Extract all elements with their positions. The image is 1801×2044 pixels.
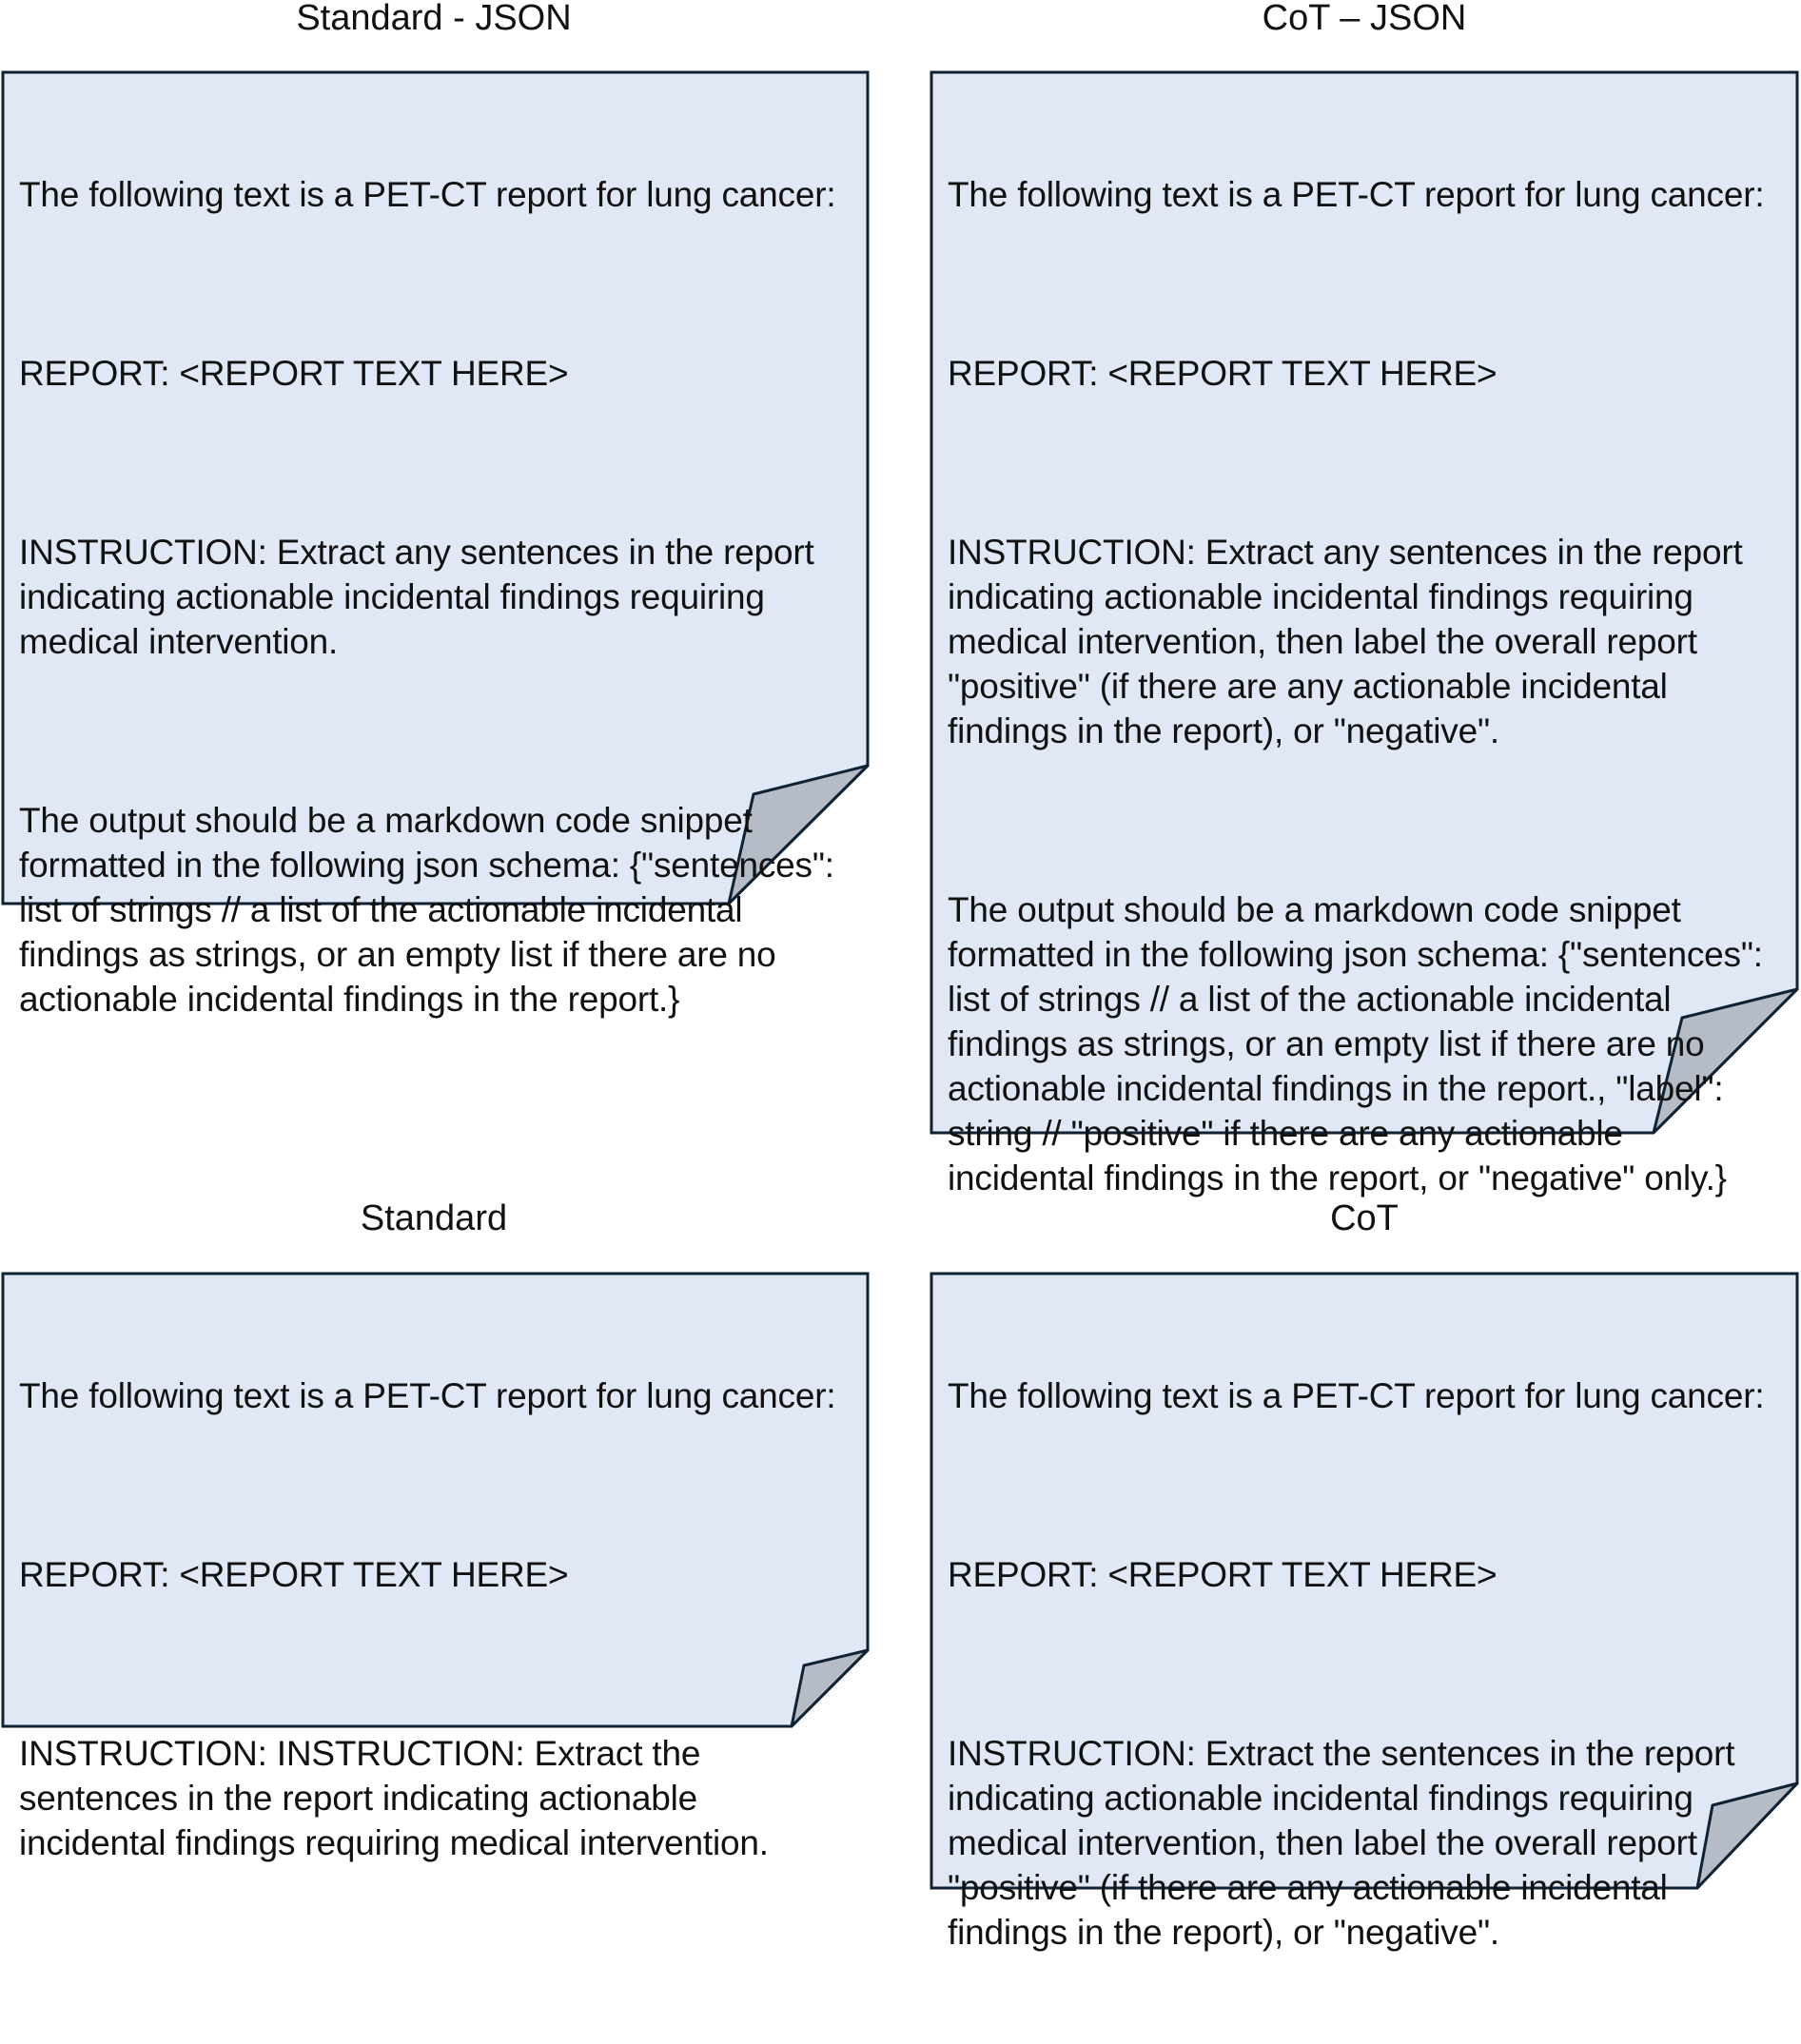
- prompt-text: [19, 1284, 841, 1955]
- prompt-card-cot: [930, 1273, 1800, 1952]
- prompt-text: [948, 83, 1772, 1290]
- prompt-card-cot-json: [930, 71, 1800, 1197]
- prompt-output-schema: The output should be a markdown code snippet formatted in the following json schema: {"sentences": list of strings // a list of the actionable incidental findings as strings, or an empty list if there are no actionable incidental findings in the report.}: [19, 801, 844, 1019]
- prompt-report: REPORT: <REPORT TEXT HERE>: [19, 1555, 569, 1594]
- panel-title-standard: Standard: [360, 1198, 508, 1238]
- panel-title-cot-json: CoT – JSON: [1262, 0, 1467, 38]
- prompt-intro: The following text is a PET-CT report for lung cancer:: [948, 175, 1765, 214]
- prompt-instruction: INSTRUCTION: Extract any sentences in the report indicating actionable incidental findings requiring medical intervention, then label the overall report "positive" (if there are any actionable incidental findings in the report), or "negative".: [948, 533, 1752, 750]
- prompt-card-standard: [2, 1273, 870, 1862]
- prompt-card-standard-json: [2, 71, 870, 1019]
- panel-title-cot: CoT: [1330, 1198, 1399, 1238]
- prompt-instruction: INSTRUCTION: INSTRUCTION: Extract the sentences in the report indicating actionable incidental findings requiring medical intervention.: [19, 1734, 769, 1862]
- prompt-intro: The following text is a PET-CT report for lung cancer:: [948, 1376, 1765, 1415]
- prompt-instruction: INSTRUCTION: Extract the sentences in the report indicating actionable incidental findings requiring medical intervention, then label the overall report "positive" (if there are any actionable incidental findings in the report), or "negative".: [948, 1734, 1745, 1952]
- prompt-text: [948, 1284, 1772, 2044]
- prompt-instruction: INSTRUCTION: Extract any sentences in the report indicating actionable incidental findings requiring medical intervention.: [19, 533, 824, 661]
- prompt-report: REPORT: <REPORT TEXT HERE>: [948, 354, 1498, 393]
- prompt-output-schema: The output should be a markdown code snippet formatted in the following json schema: {"sentences": list of strings // a list of the actionable incidental findings as strings, or an empty list if there are no actionable incidental findings in the report., "label": string // "positive" if there are any actionable incidental findings in the report, or "negative" only.}: [948, 890, 1772, 1197]
- panel-title-standard-json: Standard - JSON: [296, 0, 572, 38]
- prompt-intro: The following text is a PET-CT report for lung cancer:: [19, 175, 836, 214]
- prompt-intro: The following text is a PET-CT report for lung cancer:: [19, 1376, 836, 1415]
- prompt-text: [19, 83, 844, 1111]
- prompt-report: REPORT: <REPORT TEXT HERE>: [948, 1555, 1498, 1594]
- prompt-report: REPORT: <REPORT TEXT HERE>: [19, 354, 569, 393]
